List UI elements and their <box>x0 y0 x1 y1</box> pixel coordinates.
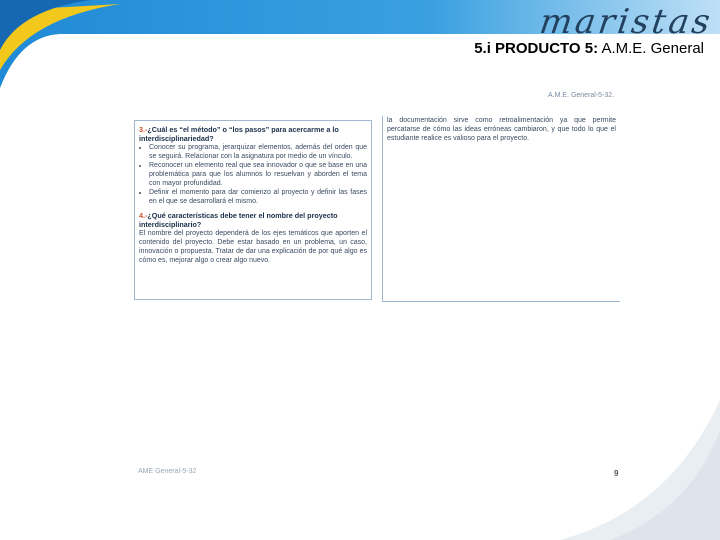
title-rest: A.M.E. General <box>601 40 704 57</box>
question-4-answer: El nombre del proyecto dependerá de los ejes temáticos que aporten el contenido del proyecto. Debe estar basado en un problema, un caso, innovación o propuesta. Tratar de dar una explicación de por qué algo es cómo es, mejorar algo o crear algo nuevo. <box>139 230 367 264</box>
list-item: • Definir el momento para dar comienzo al proyecto y definir las fases en el que se desarrollará el mismo. <box>149 188 367 206</box>
document-reference: A.M.E. General-5-32. <box>548 92 615 99</box>
right-column-text: la documentación sirve como retroalimentación ya que permite percatarse de cómo las ideas erróneas cambiaron, y que todo lo que el estudiante realice es valioso para el proyecto. <box>387 117 616 142</box>
question-4-number: 4.- <box>139 211 148 220</box>
footer-reference: AME General-5-32 <box>138 468 197 475</box>
question-3-number: 3.- <box>139 125 148 134</box>
bottom-decoration <box>520 400 720 540</box>
title-prefix: 5.i PRODUCTO 5: <box>474 40 599 57</box>
right-column-box <box>382 116 620 302</box>
maristas-logo: maristas <box>536 2 715 42</box>
page-number: 9 <box>614 469 619 478</box>
question-4-text: ¿Qué características debe tener el nombre del proyecto interdisciplinario? <box>139 211 338 229</box>
question-3-text: ¿Cuál es “el método” o “los pasos” para acercarme a lo interdisciplinariedad? <box>139 125 339 143</box>
list-item: • Reconocer un elemento real que sea innovador o que se base en una problemática para que los alumnos lo resuelvan y aborden el tema con mayor profundidad. <box>149 161 367 188</box>
question-3-bullets <box>139 143 367 206</box>
list-item: • Conocer su programa, jerarquizar elementos, además del orden que se seguirá. Relacionar con la asignatura por medio de un vínculo. <box>149 143 367 161</box>
left-column-box <box>134 120 372 300</box>
question-4 <box>139 211 367 229</box>
question-3 <box>139 125 367 143</box>
slide-title <box>474 40 704 57</box>
